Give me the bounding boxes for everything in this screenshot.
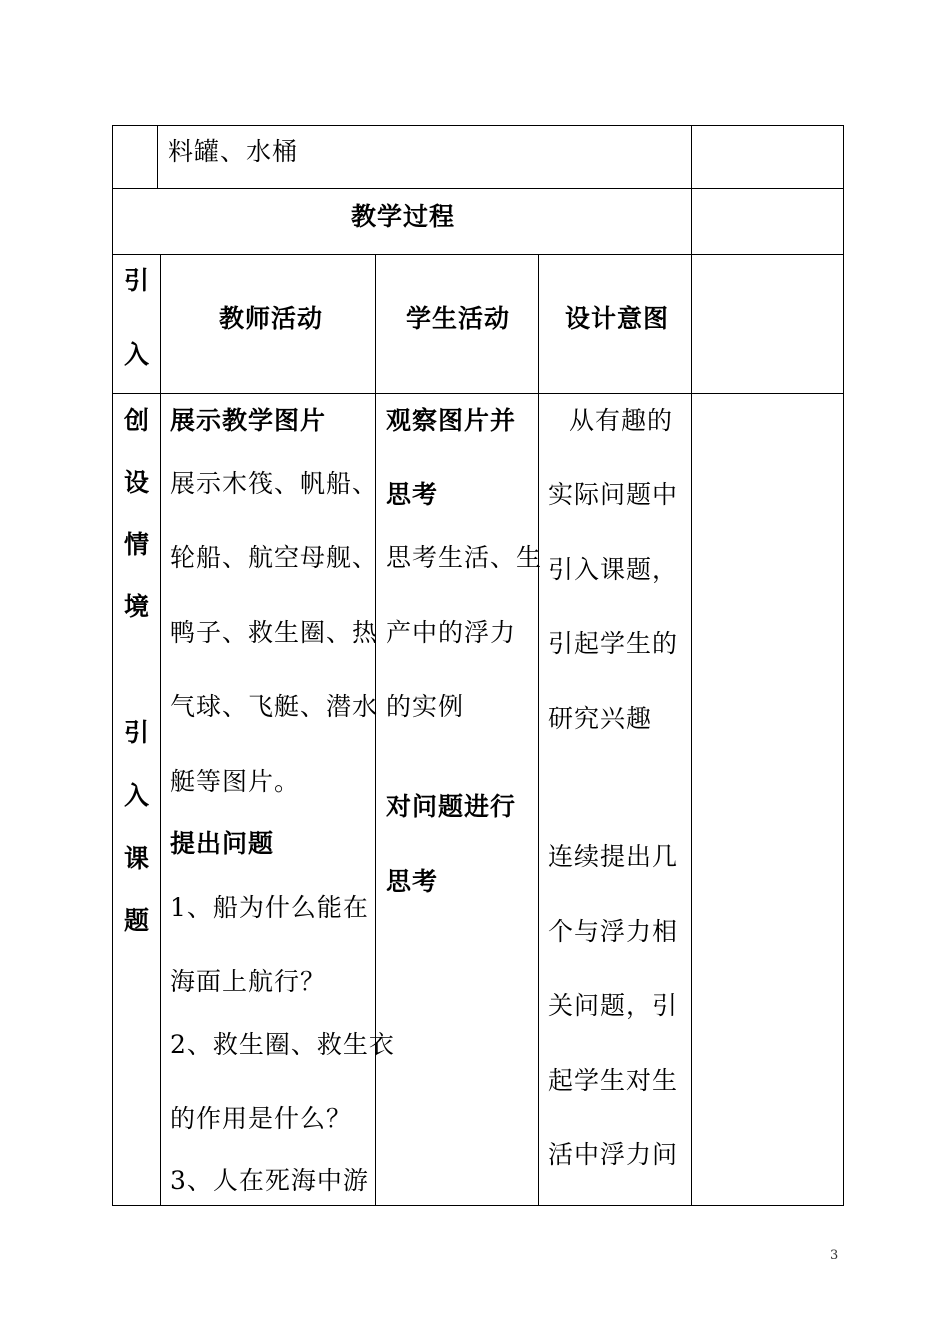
header-student-activity: 学生活动 [406, 304, 511, 333]
table-border-left [112, 125, 113, 1206]
teacher-question-line: 1、船为什么能在 [170, 893, 369, 922]
design-line: 连续提出几 [548, 842, 679, 871]
stage-char: 入 [124, 781, 150, 810]
col-divider-student [538, 254, 539, 1206]
row-divider [112, 393, 844, 394]
teacher-line: 艇等图片。 [170, 767, 301, 796]
table-border-right [843, 125, 844, 1206]
table-border-bottom [112, 1205, 844, 1206]
design-line: 引入课题， [548, 555, 679, 584]
section-title: 教学过程 [351, 202, 456, 231]
header-stage-char: 入 [124, 340, 150, 369]
stage-char: 引 [124, 718, 150, 747]
col-divider-teacher [375, 254, 376, 1206]
row-divider [112, 254, 844, 255]
teacher-heading-show-pictures: 展示教学图片 [170, 406, 327, 435]
teacher-line: 展示木筏、帆船、 [170, 469, 379, 498]
design-line: 研究兴趣 [548, 704, 653, 733]
table-border-top [112, 125, 844, 126]
teacher-heading-ask-questions: 提出问题 [170, 829, 275, 858]
stage-char: 题 [124, 906, 150, 935]
header-stage-char: 引 [124, 266, 150, 295]
teacher-question-line: 2、救生圈、救生衣 [170, 1030, 395, 1059]
teacher-question-line: 3、人在死海中游 [170, 1166, 369, 1195]
design-line: 起学生对生 [548, 1066, 679, 1095]
design-line: 实际问题中 [548, 480, 679, 509]
teacher-line: 轮船、航空母舰、 [170, 543, 379, 572]
materials-text: 料罐、水桶 [168, 137, 299, 166]
col-divider-stage [160, 254, 161, 1206]
student-line: 思考生活、生 [386, 543, 543, 572]
stage-char: 设 [124, 468, 150, 497]
stage-char: 创 [124, 406, 150, 435]
student-heading-observe: 观察图片并 [386, 406, 517, 435]
student-line: 产中的浮力 [386, 618, 517, 647]
teacher-question-line: 海面上航行？ [170, 967, 327, 996]
student-heading-observe: 思考 [386, 480, 439, 509]
stage-char: 课 [124, 844, 150, 873]
teacher-question-line: 的作用是什么？ [170, 1104, 353, 1133]
design-line: 个与浮力相 [548, 917, 679, 946]
page-number: 3 [830, 1248, 839, 1263]
col-divider-right [691, 125, 692, 1206]
student-heading-think: 对问题进行 [386, 792, 517, 821]
student-heading-think: 思考 [386, 867, 439, 896]
header-teacher-activity: 教师活动 [219, 304, 324, 333]
stage-char: 境 [124, 592, 150, 621]
design-line: 活中浮力问 [548, 1140, 679, 1169]
header-design-intent: 设计意图 [565, 304, 670, 333]
teacher-line: 气球、飞艇、潜水 [170, 692, 379, 721]
design-line: 引起学生的 [548, 629, 679, 658]
student-line: 的实例 [386, 692, 465, 721]
stage-char: 情 [124, 530, 150, 559]
design-line: 关问题，引 [548, 991, 679, 1020]
design-line: 从有趣的 [569, 406, 674, 435]
teacher-line: 鸭子、救生圈、热 [170, 618, 379, 647]
row-divider [112, 188, 844, 189]
col-divider-top-row [157, 125, 158, 189]
